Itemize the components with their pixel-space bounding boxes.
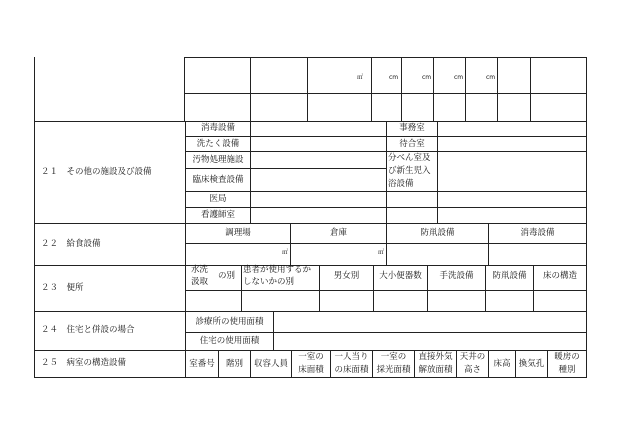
section-21-label: ２１ その他の施設及び設備 bbox=[41, 167, 152, 177]
unit-cm-4: cm bbox=[486, 74, 496, 81]
header-per-person-area-line1: 一人当り bbox=[334, 352, 369, 362]
header-ceiling-height-line2: 高さ bbox=[463, 365, 481, 375]
item-laundry-equipment: 洗たく設備 bbox=[196, 139, 240, 149]
header-open-air-area-line1: 直接外気 bbox=[418, 352, 453, 362]
item-delivery-room-line1: 分べん室及 bbox=[388, 153, 431, 163]
unit-sqm-kitchen: ㎡ bbox=[282, 249, 289, 256]
header-daylight-area-line1: 一室の bbox=[380, 352, 407, 362]
header-capacity: 収容人員 bbox=[253, 359, 288, 369]
unit-cm-2: cm bbox=[422, 74, 432, 81]
item-disinfection-equipment: 消毒設備 bbox=[200, 123, 235, 133]
header-toilet-count: 大小便器数 bbox=[379, 271, 422, 281]
item-waste-facility: 汚物処理施設 bbox=[192, 155, 244, 165]
row-residence-area: 住宅の使用面積 bbox=[199, 336, 260, 346]
unit-cm-1: cm bbox=[389, 74, 399, 81]
item-delivery-room-line3: 浴設備 bbox=[388, 179, 414, 189]
header-per-person-area-line2: の床面積 bbox=[334, 365, 369, 375]
header-gender: 男女別 bbox=[333, 271, 360, 281]
header-heating-type-line2: 種別 bbox=[558, 365, 576, 375]
item-lab-equipment: 臨床検査設備 bbox=[192, 175, 244, 185]
header-flush-line2: 汲取 bbox=[191, 277, 209, 287]
header-ceiling-height-line1: 天井の bbox=[459, 352, 486, 362]
section-25-label: ２５ 病室の構造設備 bbox=[41, 358, 127, 368]
item-admin-office: 事務室 bbox=[399, 123, 425, 133]
header-floor-height: 床高 bbox=[493, 359, 511, 369]
header-room-floor-area-line1: 一室の bbox=[298, 352, 324, 362]
header-floor-level: 階別 bbox=[225, 359, 243, 369]
item-medical-office: 医局 bbox=[209, 194, 227, 204]
header-flush-line1: 水洗 bbox=[191, 265, 209, 275]
header-patient-use-line1: 患者が使用するか bbox=[243, 265, 312, 275]
unit-sqm-top: ㎡ bbox=[357, 74, 364, 81]
header-heating-type-line1: 暖房の bbox=[554, 352, 580, 362]
header-room-floor-area-line2: 床面積 bbox=[298, 365, 324, 375]
header-rodent-proofing: 防鼡設備 bbox=[420, 228, 455, 238]
header-daylight-area-line2: 採光面積 bbox=[376, 365, 411, 375]
header-floor-structure: 床の構造 bbox=[542, 271, 577, 281]
header-room-number: 室番号 bbox=[189, 359, 215, 369]
header-handwash: 手洗設備 bbox=[439, 271, 474, 281]
item-delivery-room-line2: び新生児入 bbox=[388, 166, 431, 176]
row-clinic-area: 診療所の使用面積 bbox=[195, 317, 264, 327]
header-patient-use-line2: しないかの別 bbox=[243, 277, 295, 287]
header-open-air-area-line2: 解放面積 bbox=[418, 365, 453, 375]
header-storage: 倉庫 bbox=[329, 228, 347, 238]
section-24-label: ２４ 住宅と併設の場合 bbox=[41, 325, 135, 335]
header-distinction: の別 bbox=[218, 271, 236, 281]
unit-cm-3: cm bbox=[454, 74, 464, 81]
header-toilet-rodent: 防鼡設備 bbox=[492, 271, 527, 281]
header-ventilation: 換気孔 bbox=[518, 359, 545, 369]
section-23-label: ２３ 便所 bbox=[41, 283, 84, 293]
header-kitchen: 調理場 bbox=[225, 228, 251, 238]
unit-sqm-storage: ㎡ bbox=[378, 249, 385, 256]
item-nurse-room: 看護師室 bbox=[200, 210, 235, 220]
header-sterilization: 消毒設備 bbox=[520, 228, 555, 238]
section-22-label: ２２ 給食設備 bbox=[41, 239, 101, 249]
item-waiting-room: 待合室 bbox=[399, 139, 425, 149]
